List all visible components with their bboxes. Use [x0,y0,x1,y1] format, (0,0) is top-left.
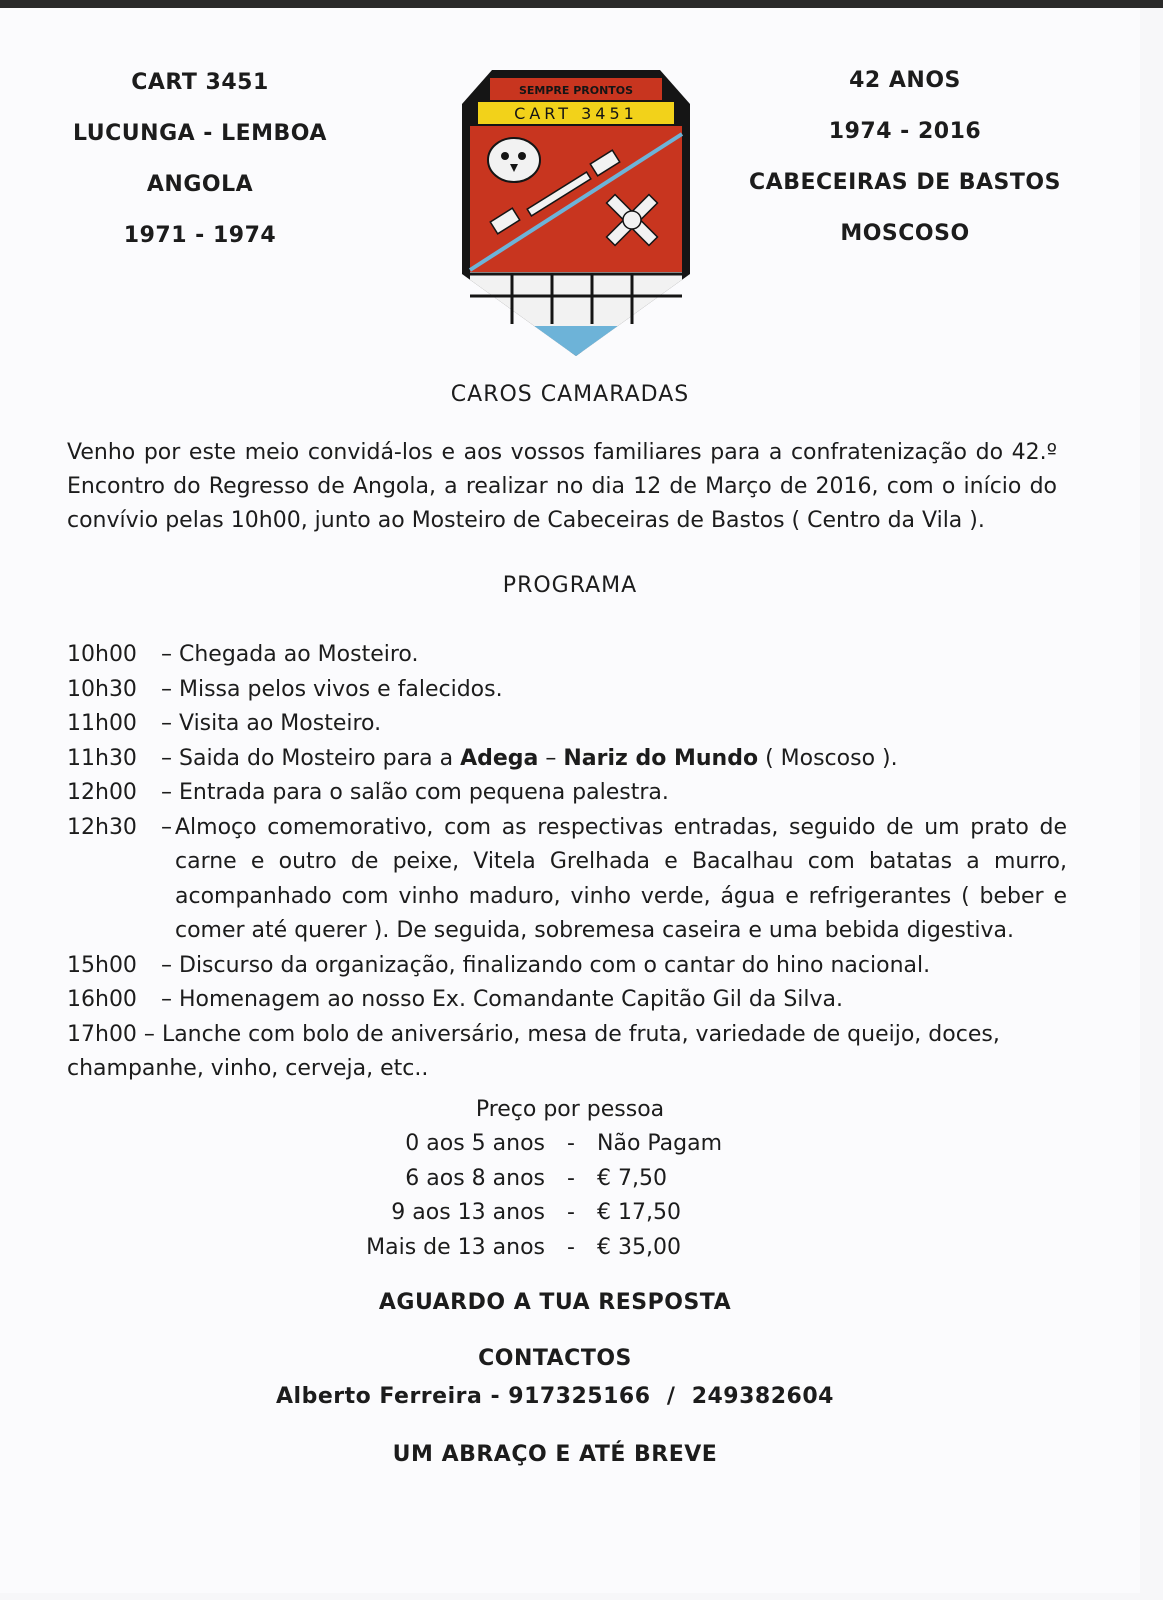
emblem-unit: CART 3451 [514,104,638,123]
document-page [0,8,1140,1593]
intro-paragraph: Venho por este meio convidá-los e aos vossos familiares para a confratenização do 42.º Encontro do Regresso de Angola, a realizar no dia 12 de Março de 2016, com o início do convívio pelas 10h00, junto ao Mosteiro de Cabeceiras de Bastos ( Centro da Vila ). [67,440,1057,533]
anniversary-years: 1974 - 2016 [828,119,982,144]
program-item: 17h00 – Lanche com bolo de aniversário, mesa de fruta, variedade de queijo, doces, champanhe, vinho, cerveja, etc.. [67,1021,1000,1081]
village-name: MOSCOSO [840,221,970,246]
program-item: 16h00 – Homenagem ao nosso Ex. Comandante Capitão Gil da Silva. [67,987,844,1012]
program-item: 11h00 – Visita ao Mosteiro. [67,711,382,736]
greeting-heading: CAROS CAMARADAS [450,382,690,407]
price-row: 9 aos 13 anos - € 17,50 [391,1200,681,1225]
program-item: 11h30 – Saida do Mosteiro para a Adega – Nariz do Mundo ( Moscoso ). [67,745,898,771]
program-list [67,638,1067,1087]
program-item: 15h00 – Discurso da organização, finalizando com o cantar do hino nacional. [67,952,931,978]
anniversary-label: 42 ANOS [849,68,961,93]
header-left [40,68,360,272]
closing-line: UM ABRAÇO E ATÉ BREVE [392,1442,718,1467]
price-table [0,1093,1140,1265]
contact-info: Alberto Ferreira - 917325166 / 249382604 [276,1384,834,1409]
unit-name: CART 3451 [131,70,269,95]
unit-emblem [452,64,700,364]
scan-top-edge [0,0,1163,8]
header-right [720,66,1090,270]
program-heading: PROGRAMA [502,573,638,598]
response-request: AGUARDO A TUA RESPOSTA [378,1290,732,1315]
place-name: LUCUNGA - LEMBOA [73,121,327,146]
program-item: 12h30 – Almoço comemorativo, com as respectivas entradas, seguido de um prato de carne e outro de peixe, Vitela Grelhada e Bacalhau com batatas a murro, acompanhado com vinho maduro, vinho verde, água e refrigerantes ( beber e comer até querer ). De seguida, sobremesa caseira e uma bebida digestiva. [67,814,1067,943]
price-row: 6 aos 8 anos - € 7,50 [405,1165,667,1191]
price-row: 0 aos 5 anos - Não Pagam [405,1131,723,1156]
program-item: 12h00 – Entrada para o salão com pequena palestra. [67,780,669,805]
owl-icon [488,138,540,182]
price-heading: Preço por pessoa [475,1097,665,1122]
town-name: CABECEIRAS DE BASTOS [749,170,1061,195]
price-row: Mais de 13 anos - € 35,00 [366,1234,681,1260]
emblem-motto: SEMPRE PRONTOS [518,84,634,97]
program-item: 10h30 – Missa pelos vivos e falecidos. [67,676,503,702]
country-name: ANGOLA [146,172,254,197]
program-item: 10h00 – Chegada ao Mosteiro. [67,642,419,667]
contacts-heading: CONTACTOS [478,1346,632,1371]
service-years: 1971 - 1974 [123,223,277,248]
